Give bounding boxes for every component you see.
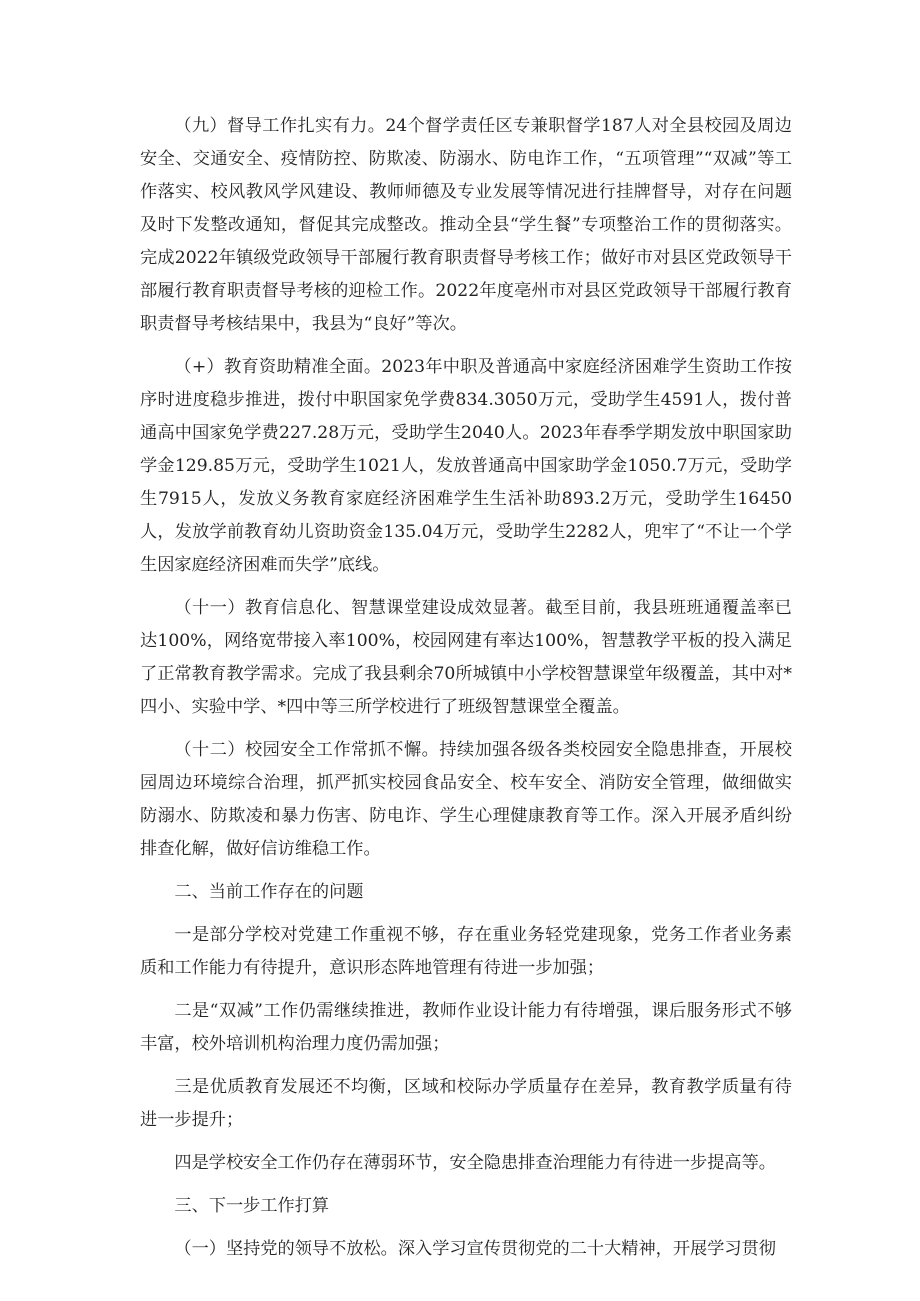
problem-item-1: 一是部分学校对党建工作重视不够，存在重业务轻党建现象，党务工作者业务素质和工作能力有待提升，意识形态阵地管理有待进一步加强； <box>140 925 792 978</box>
problem-item-3: 三是优质教育发展还不均衡，区域和校际办学质量存在差异，教育教学质量有待进一步提升； <box>140 1077 792 1130</box>
paragraph-supervision: （九）督导工作扎实有力。24个督学责任区专兼职督学187人对全县校园及周边安全、交通安全、疫情防控、防欺凌、防溺水、防电诈工作，“五项管理”“双减”等工作落实、校风教风学风建设、教师师德及专业发展等情况进行挂牌督导，对存在问题及时下发整改通知，督促其完成整改。推动全县“学生餐”专项整治工作的贯彻落实。完成2022年镇级党政领导干部履行教育职责督导考核工作；做好市对县区党政领导干部履行教育职责督导考核的迎检工作。2022年度亳州市对县区党政领导干部履行教育职责督导考核结果中，我县为“良好”等次。 <box>140 116 792 334</box>
plan-item-1: （一）坚持党的领导不放松。深入学习宣传贯彻党的二十大精神，开展学习贯彻 <box>174 1239 776 1259</box>
section-heading-problems: 二、当前工作存在的问题 <box>174 882 364 902</box>
problem-item-2: 二是“双减”工作仍需继续推进，教师作业设计能力有待增强，课后服务形式不够丰富，校外培训机构治理力度仍需加强； <box>140 1001 792 1054</box>
problem-item-4: 四是学校安全工作仍存在薄弱环节，安全隐患排查治理能力有待进一步提高等。 <box>174 1153 776 1173</box>
paragraph-campus-safety: （十二）校园安全工作常抓不懈。持续加强各级各类校园安全隐患排查，开展校园周边环境综合治理，抓严抓实校园食品安全、校车安全、消防安全管理，做细做实防溺水、防欺凌和暴力伤害、防电诈、学生心理健康教育等工作。深入开展矛盾纠纷排查化解，做好信访维稳工作。 <box>140 740 792 859</box>
paragraph-informatization: （十一）教育信息化、智慧课堂建设成效显著。截至目前，我县班班通覆盖率已达100%，网络宽带接入率100%，校园网建有率达100%，智慧教学平板的投入满足了正常教育教学需求。完成了我县剩余70所城镇中小学校智慧课堂年级覆盖，其中对*四小、实验中学、*四中等三所学校进行了班级智慧课堂全覆盖。 <box>140 598 792 717</box>
section-heading-next-steps: 三、下一步工作打算 <box>174 1196 330 1216</box>
paragraph-financial-aid: （+）教育资助精准全面。2023年中职及普通高中家庭经济困难学生资助工作按序时进度稳步推进，拨付中职国家免学费834.3050万元，受助学生4591人，拨付普通高中国家免学费227.28万元，受助学生2040人。2023年春季学期发放中职国家助学金129.85万元，受助学生1021人，发放普通高中国家助学金1050.7万元，受助学生7915人，发放义务教育家庭经济困难学生生活补助893.2万元，受助学生16450人，发放学前教育幼儿资助资金135.04万元，受助学生2282人，兜牢了“不让一个学生因家庭经济困难而失学”底线。 <box>140 357 792 575</box>
